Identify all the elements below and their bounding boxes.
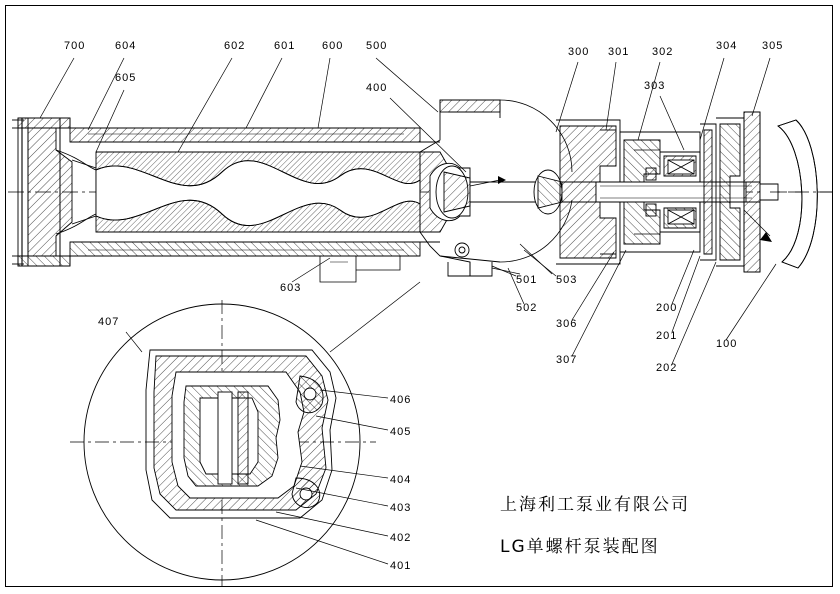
callout-403: 403 <box>390 502 412 514</box>
callout-301: 301 <box>608 46 630 58</box>
callout-200: 200 <box>656 302 678 314</box>
callout-406: 406 <box>390 394 412 406</box>
callout-404: 404 <box>390 474 412 486</box>
callout-503: 503 <box>556 274 578 286</box>
callout-402: 402 <box>390 532 412 544</box>
callout-306: 306 <box>556 318 578 330</box>
callout-100: 100 <box>716 338 738 350</box>
callout-604: 604 <box>115 40 137 52</box>
callout-602: 602 <box>224 40 246 52</box>
callout-400: 400 <box>366 82 388 94</box>
callout-601: 601 <box>274 40 296 52</box>
callout-605: 605 <box>115 72 137 84</box>
callout-302: 302 <box>652 46 674 58</box>
callout-305: 305 <box>762 40 784 52</box>
callout-405: 405 <box>390 426 412 438</box>
callout-603: 603 <box>280 282 302 294</box>
company-title: 上海利工泵业有限公司 <box>500 495 690 515</box>
callout-201: 201 <box>656 330 678 342</box>
callout-300: 300 <box>568 46 590 58</box>
callout-700: 700 <box>64 40 86 52</box>
callout-600: 600 <box>322 40 344 52</box>
drawing-title: LG单螺杆泵装配图 <box>500 537 660 557</box>
callout-502: 502 <box>516 302 538 314</box>
callout-303: 303 <box>644 80 666 92</box>
callout-202: 202 <box>656 362 678 374</box>
callout-401: 401 <box>390 560 412 572</box>
callout-307: 307 <box>556 354 578 366</box>
callout-500: 500 <box>366 40 388 52</box>
callout-501: 501 <box>516 274 538 286</box>
callout-407: 407 <box>98 316 120 328</box>
callout-304: 304 <box>716 40 738 52</box>
